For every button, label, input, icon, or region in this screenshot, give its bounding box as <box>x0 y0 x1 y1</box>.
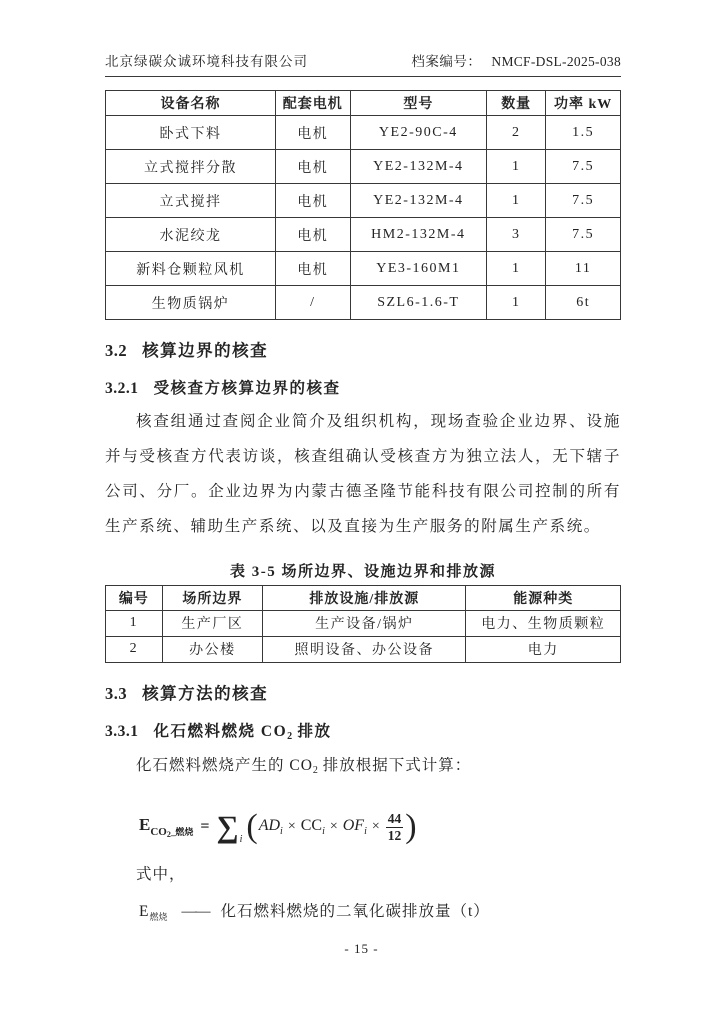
term-activity-data: $AD_i$ <box>258 817 283 837</box>
cell-qty: 2 <box>487 116 546 150</box>
multiply-sign: × <box>329 819 338 834</box>
page-header <box>105 50 621 77</box>
multiply-sign: × <box>287 819 296 834</box>
cell-qty: 1 <box>487 184 546 218</box>
section-title: 核算边界的核查 <box>142 341 269 360</box>
symbol: $E_{燃烧}$ <box>139 903 168 922</box>
section-number: 3.2 <box>105 341 128 360</box>
col-header-energy: 能源种类 <box>466 585 621 610</box>
col-header-qty: 数量 <box>487 91 546 116</box>
cell-power: 7.5 <box>546 218 621 252</box>
cell-index: 2 <box>106 636 163 662</box>
symbol-definition-line <box>139 894 621 935</box>
table-row <box>106 636 621 662</box>
table-row <box>106 116 621 150</box>
cell-motor: 电机 <box>275 184 350 218</box>
co2-subscript: 2 <box>287 730 293 742</box>
cell-device: 新料仓颗粒风机 <box>106 252 276 286</box>
section-heading-3-2 <box>105 337 621 361</box>
close-paren: ) <box>405 808 417 845</box>
cell-energy: 电力 <box>466 636 621 662</box>
cell-index: 1 <box>106 610 163 636</box>
cell-site: 生产厂区 <box>162 610 262 636</box>
cell-model: HM2-132M-4 <box>350 218 486 252</box>
cell-power: 7.5 <box>546 150 621 184</box>
col-header-device: 设备名称 <box>106 91 276 116</box>
cell-motor: 电机 <box>275 218 350 252</box>
equipment-table-header-row <box>106 91 621 116</box>
table-row <box>106 252 621 286</box>
col-header-motor: 配套电机 <box>275 91 350 116</box>
cell-model: YE2-132M-4 <box>350 150 486 184</box>
table-3-5-caption: 表 3-5 场所边界、设施边界和排放源 <box>230 563 496 580</box>
cell-qty: 1 <box>487 150 546 184</box>
section-heading-3-3-1 <box>105 719 621 742</box>
section-heading-3-3 <box>105 680 621 704</box>
col-header-model: 型号 <box>350 91 486 116</box>
definition-dash: —— <box>181 903 209 920</box>
where-label: 式中， <box>136 866 186 883</box>
boundary-table <box>105 585 621 663</box>
boundary-verification-paragraph: 核查组通过查阅企业简介及组织机构，现场查验企业边界、设施并与受核查方代表访谈，核查组确认受核查方为独立法人，无下辖子公司、分厂。企业边界为内蒙古德圣隆节能科技有限公司控制的所有生产系统、辅助生产系统、以及直接为生产服务的附属生产系统。 <box>105 413 621 535</box>
col-header-source: 排放设施/排放源 <box>263 585 466 610</box>
cell-power: 6t <box>546 286 621 320</box>
archive-number: NMCF-DSL-2025-038 <box>491 54 621 69</box>
summation-symbol: ∑ i <box>216 809 243 845</box>
table-row <box>106 286 621 320</box>
section-title: 核算方法的核查 <box>142 683 269 703</box>
cell-device: 立式搅拌 <box>106 184 276 218</box>
formula-lhs: $E_{CO2\_燃烧}$ <box>139 815 194 839</box>
cell-device: 水泥绞龙 <box>106 218 276 252</box>
table-row <box>106 218 621 252</box>
table-row <box>106 610 621 636</box>
cell-motor: 电机 <box>275 116 350 150</box>
cell-source: 生产设备/锅炉 <box>263 610 466 636</box>
table-row <box>106 184 621 218</box>
cell-motor: / <box>275 286 350 320</box>
col-header-power: 功率 kW <box>546 91 621 116</box>
cell-device: 生物质锅炉 <box>106 286 276 320</box>
equals-sign: = <box>200 818 210 835</box>
formula-intro-line: 化石燃料燃烧产生的 $CO_2$ 排放根据下式计算： <box>136 756 472 776</box>
cell-power: 7.5 <box>546 184 621 218</box>
col-header-site: 场所边界 <box>162 585 262 610</box>
cell-device: 立式搅拌分散 <box>106 150 276 184</box>
archive-label: 档案编号： <box>411 54 482 69</box>
cell-device: 卧式下料 <box>106 116 276 150</box>
cell-qty: 1 <box>487 286 546 320</box>
term-oxidation-factor: $OF_i$ <box>342 817 367 837</box>
fraction-44-12: $\frac{44}{12}$ <box>387 810 402 843</box>
co2-combustion-formula <box>139 803 621 851</box>
cell-energy: 电力、生物质颗粒 <box>466 610 621 636</box>
archive-number-block <box>411 50 621 70</box>
equipment-table <box>105 90 621 320</box>
co2-subscript: 2 <box>312 764 318 776</box>
section-number: 3.3 <box>105 683 128 703</box>
col-header-index: 编号 <box>106 585 163 610</box>
cell-qty: 1 <box>487 252 546 286</box>
term-carbon-content: $CC_i$ <box>300 817 325 837</box>
cell-model: YE2-132M-4 <box>350 184 486 218</box>
cell-source: 照明设备、办公设备 <box>263 636 466 662</box>
cell-site: 办公楼 <box>162 636 262 662</box>
cell-motor: 电机 <box>275 252 350 286</box>
section-number: 3.3.1 <box>105 722 139 740</box>
multiply-sign: × <box>371 819 380 834</box>
cell-power: 11 <box>546 252 621 286</box>
table-row <box>106 150 621 184</box>
company-name: 北京绿碳众诚环境科技有限公司 <box>105 54 308 69</box>
cell-model: YE2-90C-4 <box>350 116 486 150</box>
section-title: 受核查方核算边界的核查 <box>153 380 341 397</box>
cell-model: YE3-160M1 <box>350 252 486 286</box>
section-title: 化石燃料燃烧 $CO_2$ 排放 <box>153 722 332 742</box>
cell-model: SZL6-1.6-T <box>350 286 486 320</box>
cell-power: 1.5 <box>546 116 621 150</box>
boundary-table-header-row <box>106 585 621 610</box>
open-paren: ( <box>246 808 258 845</box>
cell-qty: 3 <box>487 218 546 252</box>
page-number: - 15 - <box>344 941 379 956</box>
section-number: 3.2.1 <box>105 380 139 397</box>
definition-text: 化石燃料燃烧的二氧化碳排放量（t） <box>220 903 490 920</box>
cell-motor: 电机 <box>275 150 350 184</box>
section-heading-3-2-1 <box>105 376 621 398</box>
